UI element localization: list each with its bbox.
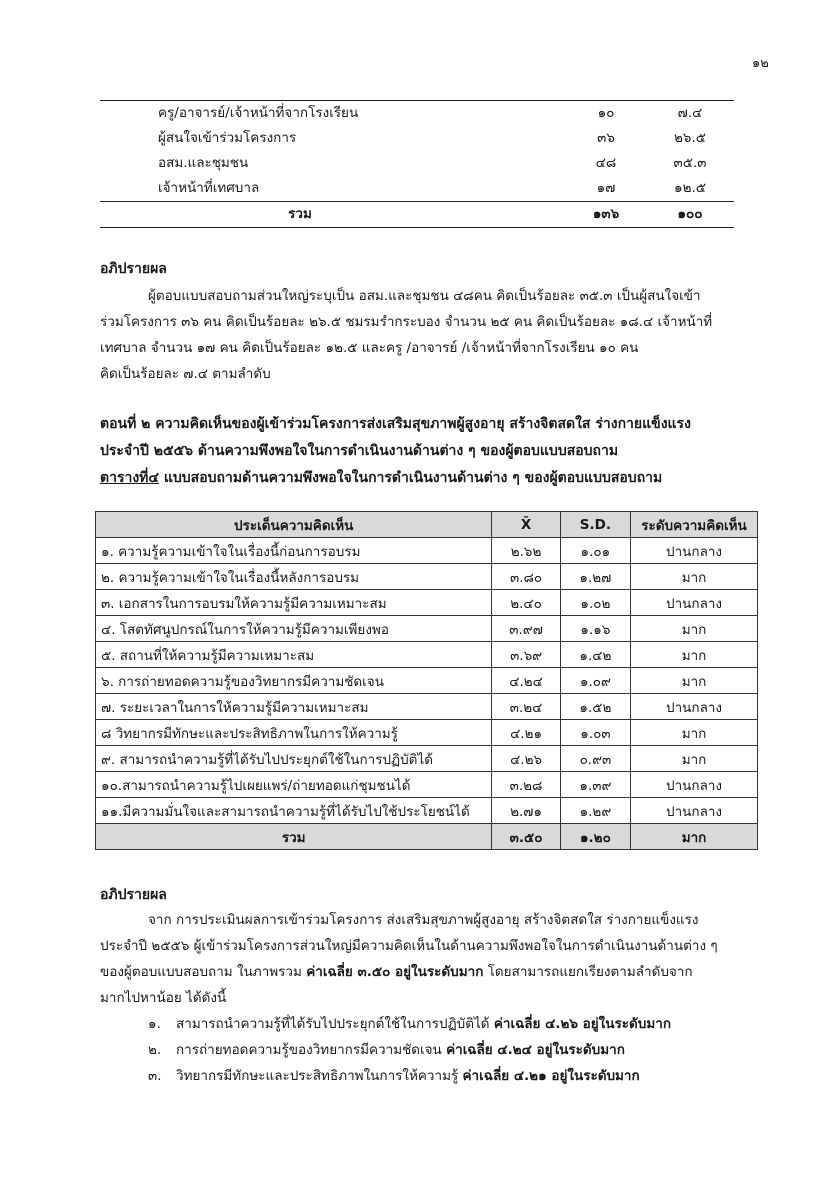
- table-row: [96, 772, 758, 798]
- row-percent: ๒๖.๕: [674, 130, 706, 146]
- row-count: ๓๖: [597, 130, 615, 146]
- sd-value: ๑.๒๙: [560, 798, 630, 824]
- row-count: ๑๗: [596, 180, 616, 196]
- table-row: [100, 176, 734, 201]
- row-label: ผู้สนใจเข้าร่วมโครงการ: [158, 130, 297, 146]
- list-text: วิทยากรมีทักษะและประสิทธิภาพในการให้ความรู้: [176, 1068, 463, 1084]
- header-sd: S.D.: [560, 512, 630, 538]
- opinion-item: ๑๐.สามารถนำความรู้ไปเผยแพร่/ถ่ายทอดแก่ชุมชนได้: [96, 772, 492, 798]
- list-item: [148, 1037, 671, 1063]
- discussion-heading: อภิปรายผล: [100, 261, 167, 277]
- row-count: ๑๐: [597, 105, 615, 121]
- discussion-heading: อภิปรายผล: [100, 887, 167, 903]
- total-percent: ๑๐๐: [677, 206, 703, 222]
- paragraph-line: มากไปหาน้อย ได้ดังนี้: [100, 990, 227, 1006]
- list-number: ๒.: [148, 1042, 162, 1058]
- list-text: การถ่ายทอดความรู้ของวิทยากรมีความชัดเจน: [176, 1042, 447, 1058]
- discussion-paragraph: [100, 283, 734, 387]
- paragraph-text: โดยสามารถแยกเรียงตามลำดับจาก: [483, 964, 693, 980]
- table-title: แบบสอบถามด้านความพึงพอใจในการดำเนินงานด้านต่าง ๆ ของผู้ตอบแบบสอบถาม: [159, 470, 663, 486]
- page-number: ๑๒: [752, 56, 769, 71]
- paragraph-line: คิดเป็นร้อยละ ๗.๔ ตามลำดับ: [100, 366, 271, 382]
- list-result: ค่าเฉลี่ย ๔.๒๑ อยู่ในระดับมาก: [462, 1068, 640, 1084]
- ranked-list: [148, 1011, 671, 1089]
- level-value: มาก: [631, 746, 758, 772]
- mean-value: ๓.๘๐: [492, 564, 560, 590]
- level-value: ปานกลาง: [631, 538, 758, 564]
- table-row: [96, 564, 758, 590]
- table-row: [96, 720, 758, 746]
- level-value: มาก: [631, 668, 758, 694]
- mean-value: ๒.๗๑: [492, 798, 560, 824]
- sd-value: ๑.๔๒: [560, 642, 630, 668]
- total-label: รวม: [288, 206, 312, 222]
- level-value: มาก: [631, 720, 758, 746]
- paragraph-line: ร่วมโครงการ ๓๖ คน คิดเป็นร้อยละ ๒๖.๕ ชมรมรำกระบอง จำนวน ๒๕ คน คิดเป็นร้อยละ ๑๘.๔ เจ้าหน้าที่: [100, 314, 713, 330]
- table-row: [96, 746, 758, 772]
- level-value: ปานกลาง: [631, 798, 758, 824]
- table-total-row: [100, 201, 734, 228]
- level-value: มาก: [631, 642, 758, 668]
- opinion-item: ๙. สามารถนำความรู้ที่ได้รับไปประยุกต์ใช้ในการปฏิบัติได้: [96, 746, 492, 772]
- row-percent: ๗.๔: [677, 105, 703, 121]
- total-count: ๑๓๖: [592, 206, 620, 222]
- overall-result: ค่าเฉลี่ย ๓.๕๐ อยู่ในระดับมาก: [306, 964, 484, 980]
- mean-value: ๓.๙๗: [492, 616, 560, 642]
- table-row: [100, 151, 734, 176]
- paragraph-line: เทศบาล จำนวน ๑๗ คน คิดเป็นร้อยละ ๑๒.๕ และครู /อาจารย์ /เจ้าหน้าที่จากโรงเรียน ๑๐ คน: [100, 340, 639, 356]
- paragraph-text: ของผู้ตอบแบบสอบถาม ในภาพรวม: [100, 964, 307, 980]
- row-count: ๔๘: [595, 155, 617, 171]
- level-value: มาก: [631, 616, 758, 642]
- row-label: ครู/อาจารย์/เจ้าหน้าที่จากโรงเรียน: [158, 105, 359, 121]
- table-row: [96, 538, 758, 564]
- table-row: [96, 668, 758, 694]
- row-percent: ๓๕.๓: [673, 155, 707, 171]
- list-result: ค่าเฉลี่ย ๔.๒๔ อยู่ในระดับมาก: [446, 1042, 625, 1058]
- table-header-row: [96, 512, 758, 538]
- row-label: อสม.และชุมชน: [158, 155, 249, 171]
- sd-value: ๐.๙๓: [560, 746, 630, 772]
- table-row: [96, 642, 758, 668]
- discussion-paragraph: [100, 907, 734, 1011]
- level-value: มาก: [631, 564, 758, 590]
- mean-value: ๒.๖๒: [492, 538, 560, 564]
- level-value: ปานกลาง: [631, 694, 758, 720]
- mean-value: ๓.๒๔: [492, 694, 560, 720]
- opinion-item: ๔. โสตทัศนูปกรณ์ในการให้ความรู้มีความเพียงพอ: [96, 616, 492, 642]
- list-item: [148, 1011, 671, 1037]
- sd-value: ๑.๒๗: [560, 564, 630, 590]
- table-row: [96, 798, 758, 824]
- respondent-table: [100, 100, 734, 228]
- opinion-item: ๖. การถ่ายทอดความรู้ของวิทยากรมีความชัดเจน: [96, 668, 492, 694]
- mean-value: ๔.๒๔: [492, 668, 560, 694]
- sd-value: ๑.๐๒: [560, 590, 630, 616]
- total-label: รวม: [96, 824, 492, 850]
- table-row: [96, 590, 758, 616]
- paragraph-line: ประจำปี ๒๕๕๖ ผู้เข้าร่วมโครงการส่วนใหญ่มีความคิดเห็นในด้านความพึงพอใจในการดำเนินงานด้านต่าง ๆ: [100, 938, 718, 954]
- list-number: ๓.: [148, 1068, 162, 1084]
- sd-value: ๑.๕๒: [560, 694, 630, 720]
- opinion-item: ๑๑.มีความมั่นใจและสามารถนำความรู้ที่ได้รับไปใช้ประโยชน์ได้: [96, 798, 492, 824]
- satisfaction-table: [95, 511, 758, 850]
- table-row: [96, 694, 758, 720]
- list-number: ๑.: [148, 1016, 161, 1032]
- opinion-item: ๒. ความรู้ความเข้าใจในเรื่องนี้หลังการอบรม: [96, 564, 492, 590]
- row-percent: ๑๒.๕: [674, 180, 706, 196]
- level-value: ปานกลาง: [631, 590, 758, 616]
- mean-value: ๓.๖๙: [492, 642, 560, 668]
- sd-value: ๑.๑๖: [560, 616, 630, 642]
- header-mean: X̄: [492, 512, 560, 538]
- mean-value: ๒.๔๐: [492, 590, 560, 616]
- row-label: เจ้าหน้าที่เทศบาล: [158, 180, 260, 196]
- paragraph-line: ผู้ตอบแบบสอบถามส่วนใหญ่ระบุเป็น อสม.และชุมชน ๔๘คน คิดเป็นร้อยละ ๓๕.๓ เป็นผู้สนใจเข้า: [148, 288, 701, 304]
- sd-value: ๑.๐๑: [560, 538, 630, 564]
- opinion-item: ๓. เอกสารในการอบรมให้ความรู้มีความเหมาะสม: [96, 590, 492, 616]
- header-level: ระดับความคิดเห็น: [631, 512, 758, 538]
- mean-value: ๔.๒๑: [492, 720, 560, 746]
- table-row: [96, 616, 758, 642]
- section-title-line: ตอนที่ ๒ ความคิดเห็นของผู้เข้าร่วมโครงการส่งเสริมสุขภาพผู้สูงอายุ สร้างจิตสดใส ร่างกายแข็งแรง: [100, 416, 691, 432]
- total-mean: ๓.๕๐: [492, 824, 560, 850]
- list-item: [148, 1063, 671, 1089]
- mean-value: ๓.๒๘: [492, 772, 560, 798]
- table-row: [100, 126, 734, 151]
- level-value: ปานกลาง: [631, 772, 758, 798]
- table-row: [100, 101, 734, 126]
- sd-value: ๑.๐๓: [560, 720, 630, 746]
- opinion-item: ๑. ความรู้ความเข้าใจในเรื่องนี้ก่อนการอบรม: [96, 538, 492, 564]
- header-opinion: ประเด็นความคิดเห็น: [96, 512, 492, 538]
- total-sd: ๑.๒๐: [560, 824, 630, 850]
- opinion-item: ๘ วิทยากรมีทักษะและประสิทธิภาพในการให้ความรู้: [96, 720, 492, 746]
- table-reference: ตารางที่๔: [100, 470, 159, 486]
- opinion-item: ๗. ระยะเวลาในการให้ความรู้มีความเหมาะสม: [96, 694, 492, 720]
- section-heading: [100, 411, 740, 492]
- total-level: มาก: [631, 824, 758, 850]
- list-result: ค่าเฉลี่ย ๔.๒๖ อยู่ในระดับมาก: [493, 1016, 671, 1032]
- paragraph-line: จาก การประเมินผลการเข้าร่วมโครงการ ส่งเสริมสุขภาพผู้สูงอายุ สร้างจิตสดใส ร่างกายแข็งแรง: [148, 912, 699, 928]
- table-total-row: [96, 824, 758, 850]
- mean-value: ๔.๒๖: [492, 746, 560, 772]
- opinion-item: ๕. สถานที่ให้ความรู้มีความเหมาะสม: [96, 642, 492, 668]
- list-text: สามารถนำความรู้ที่ได้รับไปประยุกต์ใช้ในการปฏิบัติได้: [176, 1016, 494, 1032]
- sd-value: ๑.๓๙: [560, 772, 630, 798]
- section-title-line: ประจำปี ๒๕๕๖ ด้านความพึงพอใจในการดำเนินงานด้านต่าง ๆ ของผู้ตอบแบบสอบถาม: [100, 443, 619, 459]
- sd-value: ๑.๐๙: [560, 668, 630, 694]
